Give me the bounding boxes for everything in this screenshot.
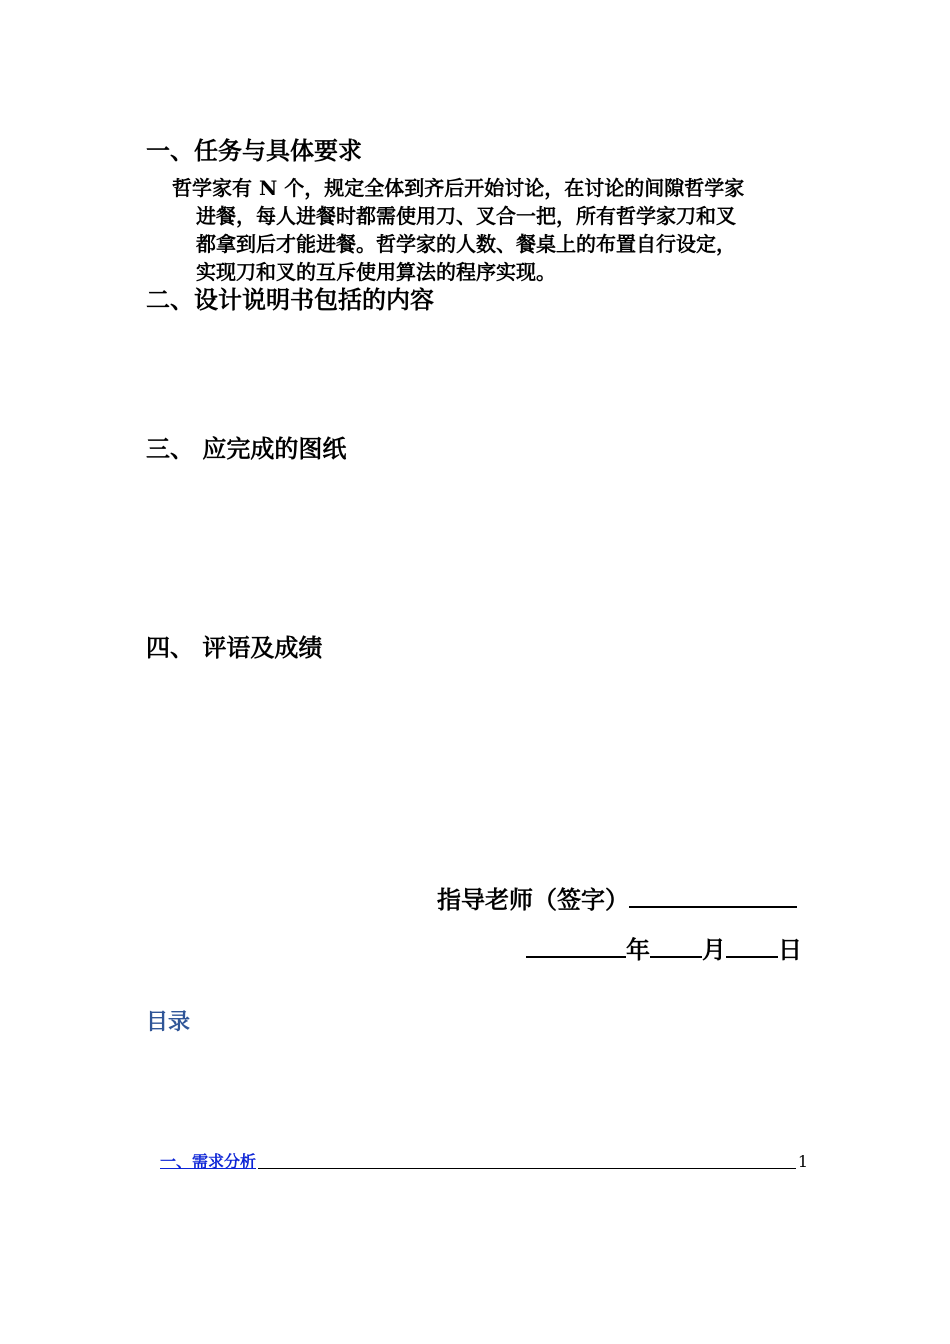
- toc-link-requirements[interactable]: 一、需求分析: [160, 1152, 257, 1171]
- section-heading-drawings: 三、 应完成的图纸: [146, 434, 347, 463]
- task-line-2: 进餐，每人进餐时都需使用刀、叉合一把，所有哲学家刀和叉: [196, 204, 736, 228]
- section-heading-design: 二、设计说明书包括的内容: [146, 285, 434, 314]
- toc-entry[interactable]: [160, 1150, 808, 1172]
- task-line-4: 实现刀和叉的互斥使用算法的程序实现。: [196, 260, 556, 284]
- toc-leader-line: [258, 1167, 796, 1169]
- date-row: [526, 932, 802, 965]
- year-label: 年: [626, 935, 650, 964]
- toc-title: 目录: [146, 1009, 191, 1035]
- toc-page-number: 1: [797, 1152, 808, 1171]
- task-line-1: 哲学家有 N 个，规定全体到齐后开始讨论，在讨论的间隙哲学家: [172, 176, 745, 200]
- signature-label: 指导老师（签字）: [437, 885, 629, 914]
- month-blank: [650, 932, 702, 958]
- day-label: 日: [778, 935, 802, 964]
- day-blank: [726, 932, 778, 958]
- month-label: 月: [702, 935, 726, 964]
- task-description: [172, 174, 812, 286]
- section-heading-task: 一、任务与具体要求: [146, 136, 362, 165]
- section-heading-review: 四、 评语及成绩: [146, 633, 323, 662]
- signature-blank: [629, 882, 797, 908]
- task-line-3: 都拿到后才能进餐。哲学家的人数、餐桌上的布置自行设定，: [196, 232, 736, 256]
- year-blank: [526, 932, 626, 958]
- signature-row: [437, 882, 797, 915]
